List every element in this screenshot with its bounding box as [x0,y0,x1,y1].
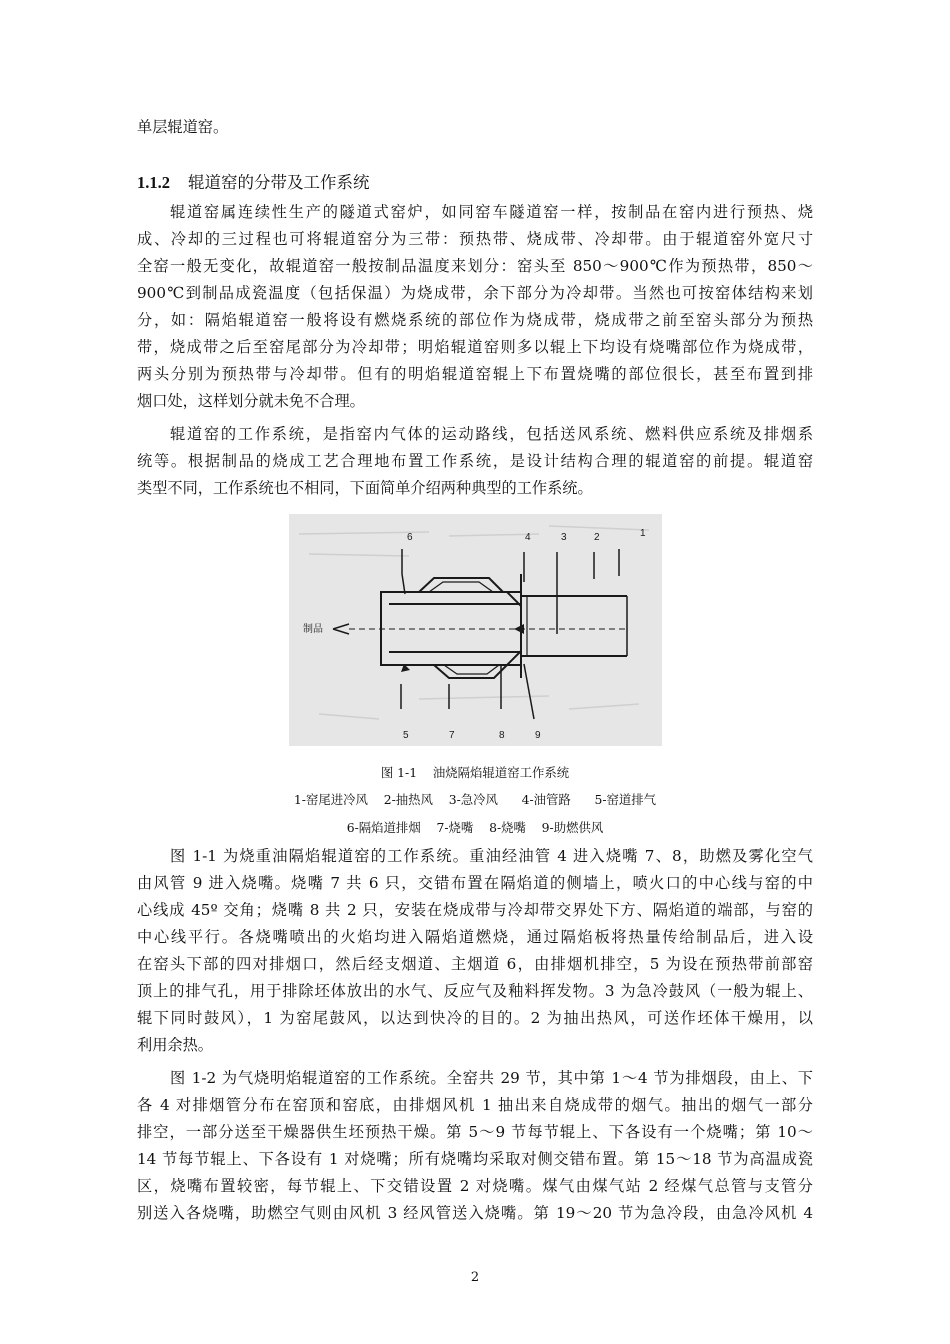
para3-line: 图 1-1 为烧重油隔焰辊道窑的工作系统。重油经油管 4 进入烧嘴 7、8，助燃及雾化空气 [170,847,813,865]
callout-5: 5 [403,730,409,741]
para1-line: 成、冷却的三过程也可将辊道窑分为三带：预热带、烧成带、冷却带。由于辊道窑外宽尺寸 [137,230,813,248]
callout-7: 7 [449,730,455,741]
figure-legend-line: 1-窑尾进冷风 2-抽热风 3-急冷风 4-油管路 5-窑道排气 [293,792,657,807]
kiln-diagram [289,514,662,746]
kiln-diagram-figure [289,514,662,746]
callout-9: 9 [535,730,541,741]
para4-line: 各 4 对排烟管分布在窑顶和窑底，由排烟风机 1 抽出来自烧成带的烟气。抽出的烟气一部分 [137,1096,813,1114]
para1-line: 两头分别为预热带与冷却带。但有的明焰辊道窑辊上下布置烧嘴的部位很长，甚至布置到排 [137,365,813,383]
figure-caption: 图 1-1 油烧隔焰辊道窑工作系统 [380,765,570,780]
para1-line: 全窑一般无变化，故辊道窑一般按制品温度来划分：窑头至 850～900℃作为预热带，850～ [137,257,813,275]
callout-1: 1 [640,528,646,539]
section-heading [137,170,370,196]
section-title: 辊道窑的分带及工作系统 [188,173,370,192]
para4-line: 区，烧嘴布置较密，每节辊上、下交错设置 2 对烧嘴。煤气由煤气站 2 经煤气总管与支管分 [137,1177,813,1195]
callout-8: 8 [499,730,505,741]
para3-line: 辊下同时鼓风），1 为窑尾鼓风，以达到快冷的目的。2 为抽出热风，可送作坯体干燥用，以 [137,1009,813,1027]
para4-line: 图 1-2 为气烧明焰辊道窑的工作系统。全窑共 29 节，其中第 1～4 节为排烟段，由上、下 [170,1069,813,1087]
para4-line: 排空，一部分送至干燥器供生坯预热干燥。第 5～9 节每节辊上、下各设有一个烧嘴；第 10～ [137,1123,813,1141]
para1-line: 带，烧成带之后至窑尾部分为冷却带；明焰辊道窑则多以辊上下均设有烧嘴部位作为烧成带， [137,338,813,356]
para3-line: 利用余热。 [137,1036,213,1054]
para2-line: 统等。根据制品的烧成工艺合理地布置工作系统，是设计结构合理的辊道窑的前提。辊道窑 [137,452,813,470]
para2-line: 类型不同，工作系统也不相同，下面简单介绍两种典型的工作系统。 [137,479,593,497]
para4-line: 14 节每节辊上、下各设有 1 对烧嘴；所有烧嘴均采取对侧交错布置。第 15～18 节为高温成瓷 [137,1150,813,1168]
para1-line: 分，如：隔焰辊道窑一般将设有燃烧系统的部位作为烧成带，烧成带之前至窑头部分为预热 [137,311,813,329]
para3-line: 由风管 9 进入烧嘴。烧嘴 7 共 6 只，交错布置在隔焰道的侧墙上，喷火口的中心线与窑的中 [137,874,813,892]
callout-4: 4 [525,532,531,543]
section-number: 1.1.2 [137,173,170,192]
para1-line: 烟口处，这样划分就未免不合理。 [137,392,365,410]
para1-line: 900℃到制品成瓷温度（包括保温）为烧成带，余下部分为冷却带。当然也可按窑体结构来划 [137,284,813,302]
para3-line: 中心线平行。各烧嘴喷出的火焰均进入隔焰道燃烧，通过隔焰板将热量传给制品后，进入设 [137,928,813,946]
para1-line: 辊道窑属连续性生产的隧道式窑炉，如同窑车隧道窑一样，按制品在窑内进行预热、烧 [170,203,813,221]
page-number: 2 [470,1270,480,1285]
callout-6: 6 [407,532,413,543]
product-label: 制品 [303,624,323,635]
para2-line: 辊道窑的工作系统，是指窑内气体的运动路线，包括送风系统、燃料供应系统及排烟系 [170,425,813,443]
callout-3: 3 [561,532,567,543]
figure-legend-line: 6-隔焰道排烟 7-烧嘴 8-烧嘴 9-助燃供风 [346,820,604,835]
top-line: 单层辊道窑。 [137,118,229,136]
callout-2: 2 [594,532,600,543]
para3-line: 心线成 45º 交角；烧嘴 8 共 2 只，安装在烧成带与冷却带交界处下方、隔焰道的端部，与窑的 [137,901,813,919]
para4-line: 别送入各烧嘴，助燃空气则由风机 3 经风管送入烧嘴。第 19～20 节为急冷段，由急冷风机 4 [137,1204,813,1222]
para3-line: 顶上的排气孔，用于排除坯体放出的水气、反应气及釉料挥发物。3 为急冷鼓风（一般为辊上、 [137,982,813,1000]
para3-line: 在窑头下部的四对排烟口，然后经支烟道、主烟道 6，由排烟机排空，5 为设在预热带前部窑 [137,955,813,973]
